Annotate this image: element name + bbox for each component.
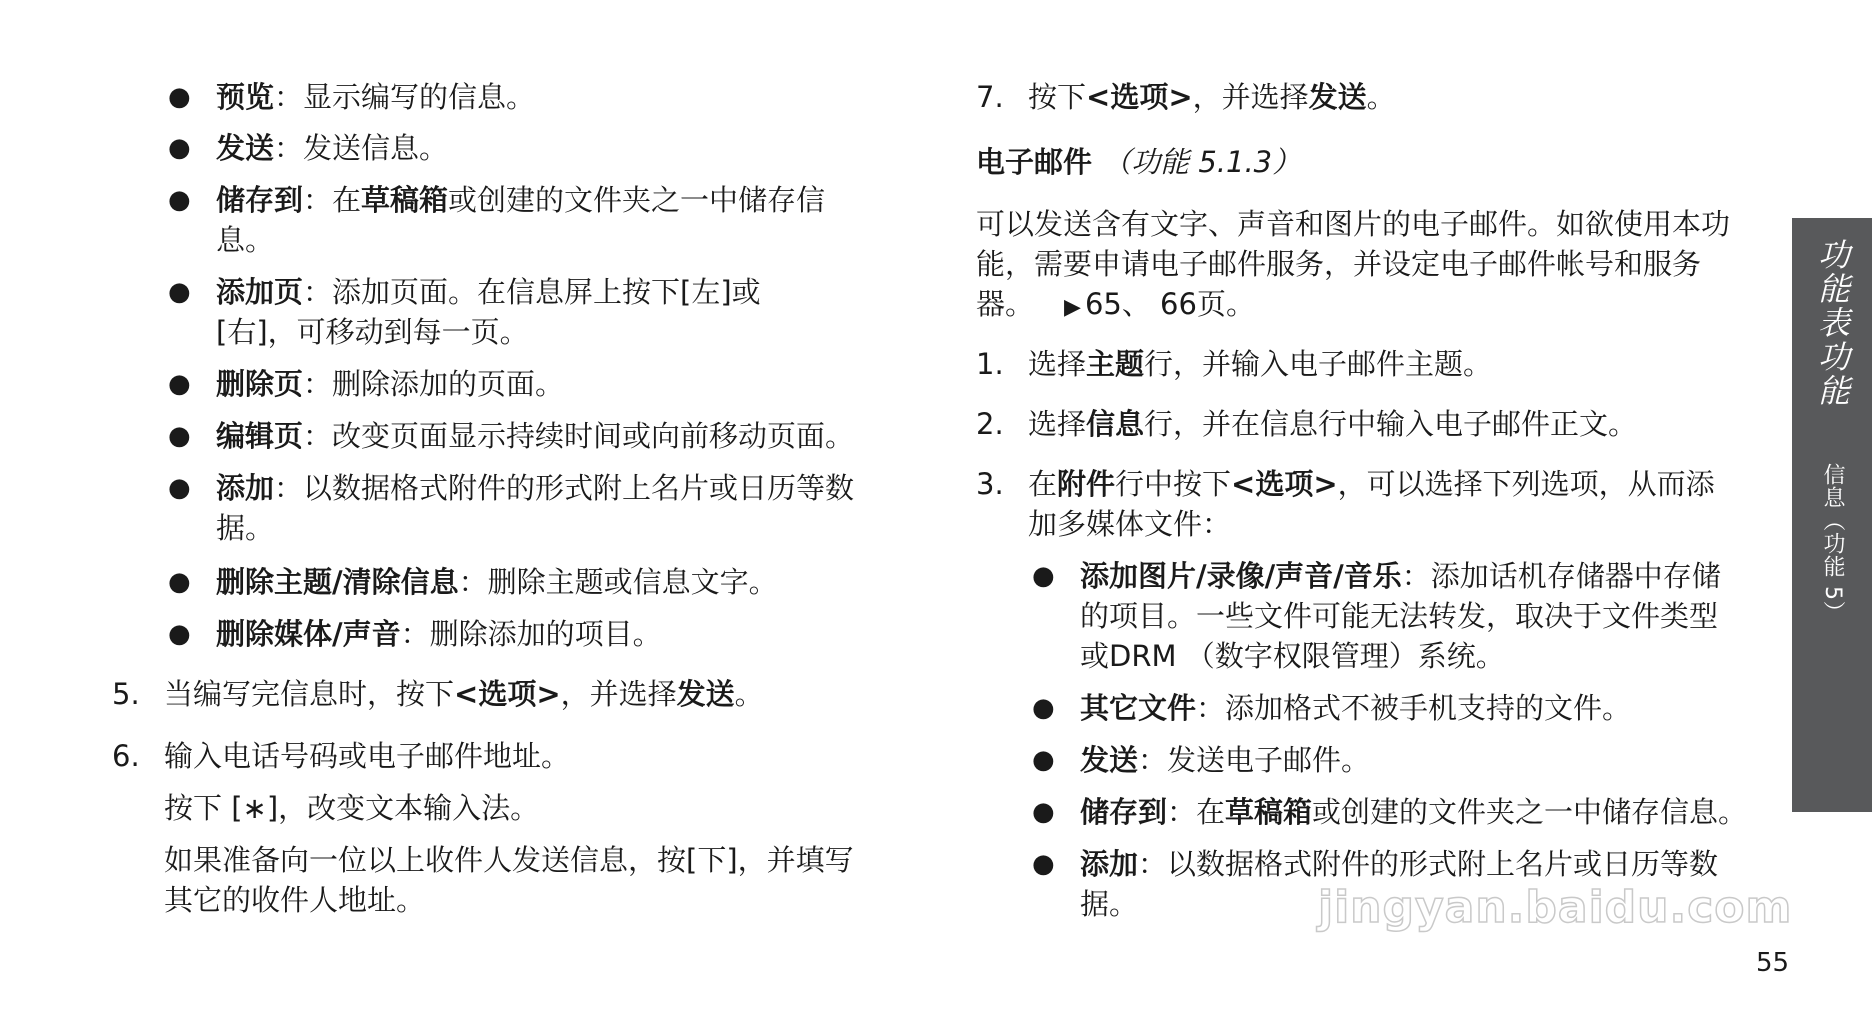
step-text: 行，并在信息行中输入电子邮件正文。	[1144, 407, 1638, 441]
option-desc: ：删除主题或信息文字。	[458, 565, 778, 599]
option-desc: ：发送电子邮件。	[1138, 743, 1371, 777]
page-reference-arrow-icon: ▶	[1064, 295, 1081, 320]
note-line: 其它的收件人地址。	[164, 883, 426, 917]
bullet-dot: ●	[168, 369, 191, 399]
option-name: 发送	[216, 131, 275, 165]
step-text: 当编写完信息时，按下	[164, 677, 455, 711]
intro-line: 能，需要申请电子邮件服务，并设定电子邮件帐号和服务	[976, 247, 1702, 281]
chapter-subtitle: 信息（功能 5）	[1820, 463, 1845, 625]
option-desc-line2: 据。	[216, 511, 275, 545]
bullet-dot: ●	[1032, 797, 1055, 827]
option-desc: ：以数据格式附件的形式附上名片或日历等数	[274, 471, 855, 505]
option-desc: ：删除添加的项目。	[400, 617, 662, 651]
step-text-line2: 加多媒体文件：	[1028, 507, 1232, 541]
page-number: 55	[1756, 948, 1790, 978]
option-desc-line2: 的项目。一些文件可能无法转发，取决于文件类型	[1080, 599, 1719, 633]
drafts-folder: 草稿箱	[1225, 795, 1313, 829]
drafts-folder: 草稿箱	[361, 183, 449, 217]
options-softkey: <选项>	[1086, 80, 1193, 114]
step-text: 行，并输入电子邮件主题。	[1144, 347, 1493, 381]
section-title: 电子邮件	[976, 145, 1093, 179]
chapter-side-tab	[1792, 218, 1872, 812]
option-name: 储存到	[216, 183, 304, 217]
watermark: jingyan.baidu.com	[1318, 882, 1793, 933]
option-desc: ：发送信息。	[274, 131, 449, 165]
option-name: 删除页	[216, 367, 304, 401]
bullet-dot: ●	[1032, 693, 1055, 723]
step-text: 按下	[1028, 80, 1087, 114]
step-text: ，可以选择下列选项，从而添	[1337, 467, 1715, 501]
options-softkey: <选项>	[454, 677, 561, 711]
step-text: 选择	[1028, 347, 1087, 381]
note-line: 如果准备向一位以上收件人发送信息，按[下]，并填写	[164, 843, 854, 877]
bullet-dot: ●	[168, 185, 191, 215]
attachment-field: 附件	[1057, 467, 1116, 501]
options-softkey: <选项>	[1231, 467, 1338, 501]
step-6-note-input: 按下 [∗]，改变文本输入法。	[164, 791, 540, 825]
bullet-dot: ●	[1032, 561, 1055, 591]
option-desc: ：显示编写的信息。	[274, 80, 536, 114]
step-text: 行中按下	[1115, 467, 1232, 501]
option-desc-cont: 或创建的文件夹之一中储存信息。	[1312, 795, 1748, 829]
option-name: 删除媒体/声音	[216, 617, 401, 651]
step-number: 1.	[976, 347, 1004, 381]
step-6-note-recipients	[164, 840, 902, 920]
option-desc: ：删除添加的页面。	[303, 367, 565, 401]
option-desc-line2: 息。	[216, 223, 275, 257]
option-name: 添加页	[216, 275, 304, 309]
option-name: 储存到	[1080, 795, 1168, 829]
intro-line: 可以发送含有文字、声音和图片的电子邮件。如欲使用本功	[976, 207, 1731, 241]
option-desc: ：以数据格式附件的形式附上名片或日历等数	[1138, 847, 1719, 881]
send-option: 发送	[1308, 80, 1367, 114]
option-name: 发送	[1080, 743, 1139, 777]
bullet-dot: ●	[1032, 849, 1055, 879]
bullet-dot: ●	[168, 421, 191, 451]
page-reference: 65、 66页。	[1084, 287, 1255, 321]
option-desc: ：添加页面。在信息屏上按下[左]或	[303, 275, 761, 309]
step-text: ，并选择	[1192, 80, 1309, 114]
option-desc: ：添加格式不被手机支持的文件。	[1196, 691, 1632, 725]
step-number: 6.	[112, 739, 140, 773]
option-name: 添加	[216, 471, 275, 505]
option-name: 添加	[1080, 847, 1139, 881]
step-number: 3.	[976, 467, 1004, 501]
message-field: 信息	[1086, 407, 1145, 441]
subject-field: 主题	[1086, 347, 1145, 381]
step-text: 。	[1366, 80, 1396, 114]
bullet-dot: ●	[168, 619, 191, 649]
bullet-dot: ●	[168, 473, 191, 503]
step-number: 2.	[976, 407, 1004, 441]
option-desc: ：添加话机存储器中存储	[1401, 559, 1721, 593]
chapter-tab-text	[1812, 238, 1852, 624]
step-text: 输入电话号码或电子邮件地址。	[164, 739, 571, 773]
option-desc: ：在	[303, 183, 362, 217]
option-desc: ：在	[1167, 795, 1226, 829]
option-desc-line3: 或DRM （数字权限管理）系统。	[1080, 639, 1505, 673]
bullet-dot: ●	[168, 277, 191, 307]
section-menu-number: （功能 5.1.3）	[1102, 145, 1302, 179]
step-text: ，并选择	[560, 677, 677, 711]
step-text: 。	[734, 677, 764, 711]
step-text: 在	[1028, 467, 1058, 501]
step-number: 7.	[976, 80, 1004, 114]
bullet-dot: ●	[168, 567, 191, 597]
step-text: 选择	[1028, 407, 1087, 441]
bullet-dot: ●	[168, 133, 191, 163]
option-name: 删除主题/清除信息	[216, 565, 459, 599]
option-desc: ：改变页面显示持续时间或向前移动页面。	[303, 419, 855, 453]
option-desc-line2: [右]，可移动到每一页。	[216, 315, 529, 349]
section-heading	[976, 142, 1756, 182]
option-name: 编辑页	[216, 419, 304, 453]
option-desc-cont: 或创建的文件夹之一中储存信	[448, 183, 826, 217]
bullet-dot: ●	[168, 82, 191, 112]
bullet-dot: ●	[1032, 745, 1055, 775]
option-desc-line2: 据。	[1080, 887, 1139, 921]
section-intro	[976, 204, 1756, 328]
send-option: 发送	[676, 677, 735, 711]
option-name: 其它文件	[1080, 691, 1197, 725]
option-name: 预览	[216, 80, 275, 114]
intro-line: 器。	[976, 287, 1035, 321]
step-number: 5.	[112, 677, 140, 711]
chapter-title: 功能表功能	[1813, 238, 1851, 408]
option-name: 添加图片/录像/声音/音乐	[1080, 559, 1402, 593]
